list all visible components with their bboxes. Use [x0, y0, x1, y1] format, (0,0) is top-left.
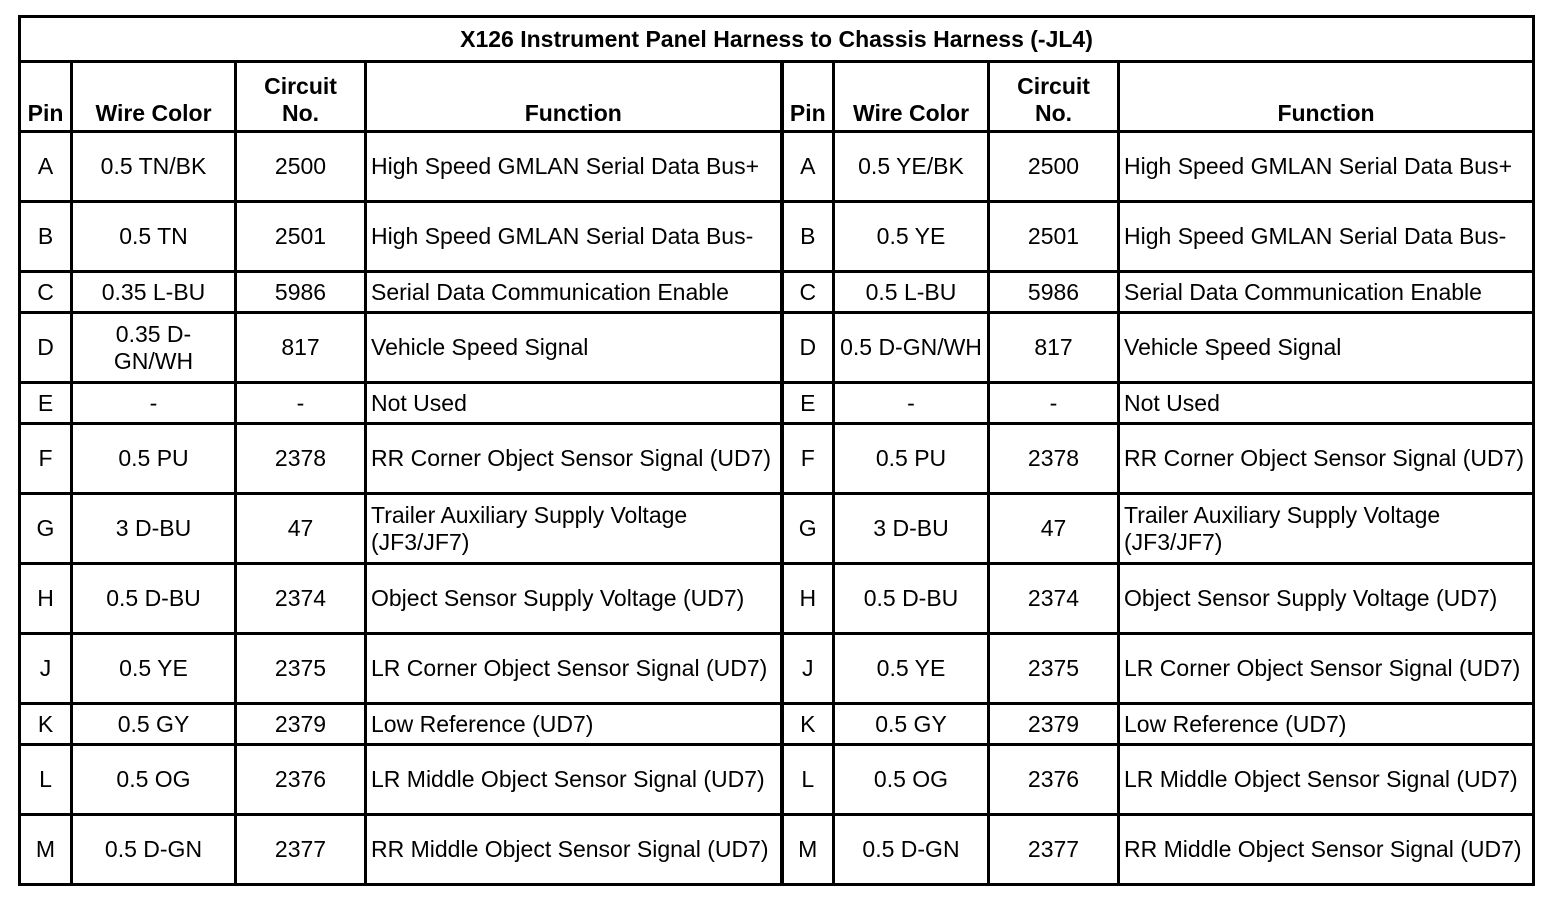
- function-cell-right: Not Used: [1119, 383, 1534, 424]
- wire-color-cell-right: 0.5 YE: [834, 202, 989, 272]
- function-cell-right: Serial Data Communication Enable: [1119, 272, 1534, 313]
- pin-cell: B: [20, 202, 72, 272]
- table-row: [20, 202, 1534, 272]
- circuit-cell-right: 817: [989, 313, 1119, 383]
- function-cell-right: High Speed GMLAN Serial Data Bus+: [1119, 132, 1534, 202]
- header-pin: Pin: [20, 62, 72, 132]
- wire-color-cell: 0.5 D-GN: [72, 815, 236, 885]
- header-circuit-no: [236, 62, 366, 132]
- pin-cell-right: J: [782, 634, 834, 704]
- circuit-cell-right: 2500: [989, 132, 1119, 202]
- function-cell: RR Middle Object Sensor Signal (UD7): [366, 815, 782, 885]
- circuit-cell-right: 2377: [989, 815, 1119, 885]
- function-cell-right: Trailer Auxiliary Supply Voltage (JF3/JF7): [1119, 494, 1534, 564]
- pin-cell-right: H: [782, 564, 834, 634]
- circuit-cell-right: 2379: [989, 704, 1119, 745]
- wire-color-cell: 0.5 D-BU: [72, 564, 236, 634]
- function-cell: High Speed GMLAN Serial Data Bus+: [366, 132, 782, 202]
- wire-color-cell: 0.5 TN: [72, 202, 236, 272]
- pin-cell-right: K: [782, 704, 834, 745]
- wire-color-cell: 0.5 PU: [72, 424, 236, 494]
- header-wire-color: Wire Color: [72, 62, 236, 132]
- table-row: [20, 424, 1534, 494]
- wire-color-cell-right: 0.5 D-BU: [834, 564, 989, 634]
- wire-color-cell-right: 0.5 PU: [834, 424, 989, 494]
- function-cell-right: LR Corner Object Sensor Signal (UD7): [1119, 634, 1534, 704]
- table-row: [20, 815, 1534, 885]
- pin-cell-right: F: [782, 424, 834, 494]
- circuit-cell-right: 2375: [989, 634, 1119, 704]
- function-cell: High Speed GMLAN Serial Data Bus-: [366, 202, 782, 272]
- header-circuit-line1: Circuit: [264, 73, 337, 99]
- pin-cell-right: C: [782, 272, 834, 313]
- table-row: [20, 745, 1534, 815]
- pin-cell: A: [20, 132, 72, 202]
- function-cell: LR Corner Object Sensor Signal (UD7): [366, 634, 782, 704]
- pin-cell: G: [20, 494, 72, 564]
- circuit-cell: 2378: [236, 424, 366, 494]
- circuit-cell: 2500: [236, 132, 366, 202]
- wire-color-cell: -: [72, 383, 236, 424]
- pin-cell: L: [20, 745, 72, 815]
- circuit-cell: 2379: [236, 704, 366, 745]
- circuit-cell: 5986: [236, 272, 366, 313]
- function-cell: Trailer Auxiliary Supply Voltage (JF3/JF7): [366, 494, 782, 564]
- circuit-cell: 2377: [236, 815, 366, 885]
- pin-cell-right: D: [782, 313, 834, 383]
- circuit-cell: 817: [236, 313, 366, 383]
- circuit-cell: 2376: [236, 745, 366, 815]
- header-function: Function: [366, 62, 782, 132]
- function-cell: Serial Data Communication Enable: [366, 272, 782, 313]
- circuit-cell-right: 2376: [989, 745, 1119, 815]
- circuit-cell-right: 2374: [989, 564, 1119, 634]
- connector-table: [18, 15, 1535, 886]
- wire-color-cell: 0.5 GY: [72, 704, 236, 745]
- pin-cell: M: [20, 815, 72, 885]
- function-cell-right: RR Middle Object Sensor Signal (UD7): [1119, 815, 1534, 885]
- circuit-cell: 47: [236, 494, 366, 564]
- table-row: [20, 132, 1534, 202]
- pin-cell: E: [20, 383, 72, 424]
- wire-color-cell: 0.35 L-BU: [72, 272, 236, 313]
- function-cell-right: Low Reference (UD7): [1119, 704, 1534, 745]
- wire-color-cell: 3 D-BU: [72, 494, 236, 564]
- pin-cell: H: [20, 564, 72, 634]
- function-cell-right: RR Corner Object Sensor Signal (UD7): [1119, 424, 1534, 494]
- header-pin-right: Pin: [782, 62, 834, 132]
- wire-color-cell: 0.5 YE: [72, 634, 236, 704]
- function-cell-right: LR Middle Object Sensor Signal (UD7): [1119, 745, 1534, 815]
- table-row: [20, 313, 1534, 383]
- wire-color-cell-right: 0.5 D-GN: [834, 815, 989, 885]
- wire-color-cell-right: 3 D-BU: [834, 494, 989, 564]
- function-cell: LR Middle Object Sensor Signal (UD7): [366, 745, 782, 815]
- table-row: [20, 272, 1534, 313]
- circuit-cell: 2375: [236, 634, 366, 704]
- function-cell: Not Used: [366, 383, 782, 424]
- circuit-cell-right: 47: [989, 494, 1119, 564]
- pin-cell-right: L: [782, 745, 834, 815]
- pin-cell: C: [20, 272, 72, 313]
- pin-cell: J: [20, 634, 72, 704]
- circuit-cell-right: 2378: [989, 424, 1119, 494]
- circuit-cell: -: [236, 383, 366, 424]
- table-row: [20, 564, 1534, 634]
- function-cell: RR Corner Object Sensor Signal (UD7): [366, 424, 782, 494]
- header-circuit-line2: No.: [281, 100, 320, 126]
- pin-cell-right: E: [782, 383, 834, 424]
- pin-cell: F: [20, 424, 72, 494]
- circuit-cell-right: 2501: [989, 202, 1119, 272]
- table-title: X126 Instrument Panel Harness to Chassis Harness (-JL4): [20, 17, 1534, 62]
- wire-color-cell-right: -: [834, 383, 989, 424]
- function-cell: Object Sensor Supply Voltage (UD7): [366, 564, 782, 634]
- wire-color-cell: 0.5 OG: [72, 745, 236, 815]
- wire-color-cell-right: 0.5 YE/BK: [834, 132, 989, 202]
- table-body: [20, 132, 1534, 885]
- header-circuit-line1-right: Circuit: [1017, 73, 1090, 99]
- circuit-cell-right: -: [989, 383, 1119, 424]
- table-row: [20, 383, 1534, 424]
- circuit-cell: 2374: [236, 564, 366, 634]
- header-function-right: Function: [1119, 62, 1534, 132]
- circuit-cell: 2501: [236, 202, 366, 272]
- function-cell: Low Reference (UD7): [366, 704, 782, 745]
- wire-color-cell-right: 0.5 OG: [834, 745, 989, 815]
- wire-color-cell: 0.5 TN/BK: [72, 132, 236, 202]
- pin-cell: D: [20, 313, 72, 383]
- pin-cell-right: A: [782, 132, 834, 202]
- table-row: [20, 634, 1534, 704]
- wire-color-cell-right: 0.5 GY: [834, 704, 989, 745]
- function-cell: Vehicle Speed Signal: [366, 313, 782, 383]
- wire-color-cell-right: 0.5 YE: [834, 634, 989, 704]
- circuit-cell-right: 5986: [989, 272, 1119, 313]
- header-circuit-no-right: [989, 62, 1119, 132]
- header-wire-color-right: Wire Color: [834, 62, 989, 132]
- wire-color-cell-right: 0.5 L-BU: [834, 272, 989, 313]
- header-row: [20, 62, 1534, 132]
- function-cell-right: High Speed GMLAN Serial Data Bus-: [1119, 202, 1534, 272]
- table-row: [20, 494, 1534, 564]
- header-circuit-line2-right: No.: [1034, 100, 1073, 126]
- wire-color-cell: 0.35 D-GN/WH: [72, 313, 236, 383]
- table-row: [20, 704, 1534, 745]
- pin-cell-right: M: [782, 815, 834, 885]
- title-row: [20, 17, 1534, 62]
- pin-cell: K: [20, 704, 72, 745]
- function-cell-right: Vehicle Speed Signal: [1119, 313, 1534, 383]
- pin-cell-right: G: [782, 494, 834, 564]
- wire-color-cell-right: 0.5 D-GN/WH: [834, 313, 989, 383]
- pin-cell-right: B: [782, 202, 834, 272]
- function-cell-right: Object Sensor Supply Voltage (UD7): [1119, 564, 1534, 634]
